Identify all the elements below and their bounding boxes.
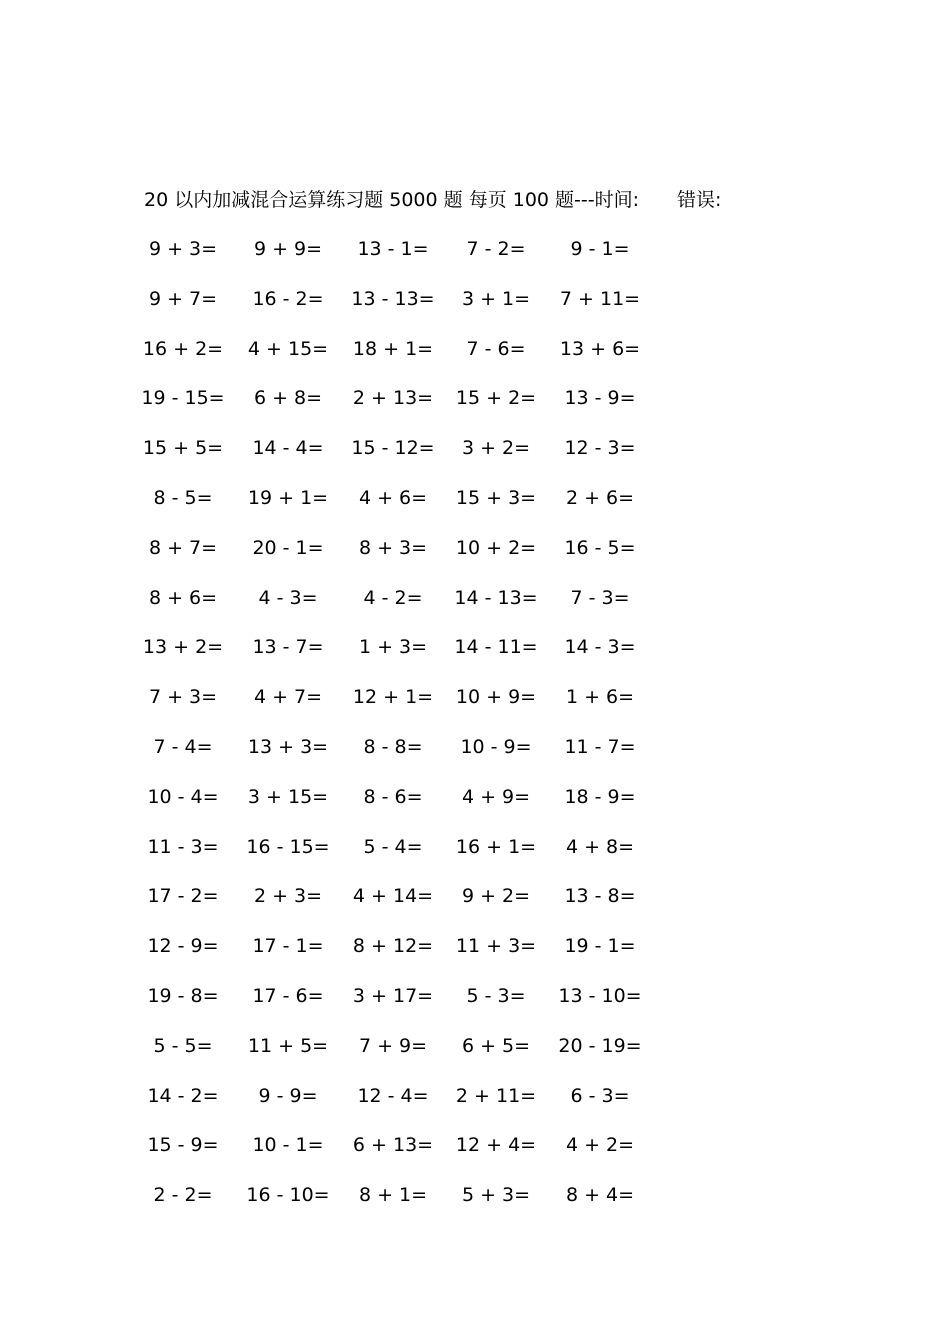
problem-item: 11 - 7= <box>564 735 636 758</box>
problem-item: 8 + 4= <box>565 1184 635 1207</box>
problem-item: 12 - 4= <box>357 1084 429 1107</box>
problem-item: 16 - 2= <box>252 287 324 310</box>
problem-item: 15 + 3= <box>455 486 537 509</box>
problem-item: 2 + 6= <box>565 486 635 509</box>
problem-item: 5 - 5= <box>153 1034 213 1057</box>
problem-item: 10 + 9= <box>455 686 537 709</box>
problem-item: 14 - 4= <box>252 437 324 460</box>
problem-item: 4 + 9= <box>461 785 531 808</box>
problem-item: 16 + 2= <box>142 337 224 360</box>
problem-item: 16 - 10= <box>246 1184 330 1207</box>
problem-item: 6 - 3= <box>570 1084 630 1107</box>
problem-row <box>0 832 950 882</box>
errors-label: 错误: <box>677 189 722 211</box>
problem-item: 13 - 13= <box>351 287 435 310</box>
problem-item: 4 + 7= <box>253 686 323 709</box>
problem-item: 13 - 1= <box>357 238 429 260</box>
problem-item: 8 + 1= <box>358 1184 428 1207</box>
problem-item: 12 - 9= <box>147 935 219 958</box>
problem-item: 7 + 11= <box>559 287 641 310</box>
problem-item: 11 + 5= <box>247 1034 329 1057</box>
problem-item: 19 - 1= <box>564 935 636 958</box>
problem-item: 14 - 3= <box>564 636 636 659</box>
problem-item: 4 + 6= <box>358 486 428 509</box>
problem-row <box>0 632 950 682</box>
problem-row <box>0 1180 950 1230</box>
problem-item: 3 + 2= <box>461 437 531 460</box>
problem-item: 8 - 5= <box>153 486 213 509</box>
problem-row <box>0 533 950 583</box>
problem-item: 4 - 2= <box>363 586 423 609</box>
problem-item: 7 - 3= <box>570 586 630 609</box>
problem-item: 17 - 1= <box>252 935 324 958</box>
problem-row <box>0 682 950 732</box>
problem-item: 3 + 15= <box>247 785 329 808</box>
problem-item: 14 - 13= <box>454 586 538 609</box>
problem-item: 1 + 6= <box>565 686 635 709</box>
problem-item: 10 - 9= <box>460 735 532 758</box>
problem-item: 13 - 7= <box>252 636 324 659</box>
problem-item: 2 + 11= <box>455 1084 537 1107</box>
problem-item: 8 + 3= <box>358 536 428 559</box>
problem-item: 10 + 2= <box>455 536 537 559</box>
problem-item: 2 + 3= <box>253 885 323 908</box>
problem-item: 13 + 3= <box>247 735 329 758</box>
problem-item: 8 + 12= <box>352 935 434 958</box>
problem-item: 3 + 17= <box>352 984 434 1007</box>
problem-item: 5 - 3= <box>466 984 526 1007</box>
problem-item: 9 - 1= <box>570 238 630 260</box>
problem-item: 13 - 9= <box>564 387 636 410</box>
problem-item: 4 - 3= <box>258 586 318 609</box>
problem-row <box>0 1130 950 1180</box>
problem-item: 14 - 2= <box>147 1084 219 1107</box>
problem-item: 12 + 1= <box>352 686 434 709</box>
problem-item: 9 + 2= <box>461 885 531 908</box>
problem-item: 7 - 2= <box>466 238 526 260</box>
problem-item: 16 - 15= <box>246 835 330 858</box>
problem-item: 9 + 9= <box>253 238 323 260</box>
problem-item: 2 + 13= <box>352 387 434 410</box>
problem-row <box>0 383 950 433</box>
problem-item: 8 + 6= <box>148 586 218 609</box>
problem-row <box>0 483 950 533</box>
problem-item: 9 + 7= <box>148 287 218 310</box>
problem-item: 16 + 1= <box>455 835 537 858</box>
problem-item: 14 - 11= <box>454 636 538 659</box>
problem-row <box>0 881 950 931</box>
problem-row <box>0 234 950 284</box>
problem-row <box>0 782 950 832</box>
problem-item: 5 - 4= <box>363 835 423 858</box>
problem-item: 16 - 5= <box>564 536 636 559</box>
problem-item: 4 + 2= <box>565 1134 635 1157</box>
problem-item: 17 - 2= <box>147 885 219 908</box>
problem-row <box>0 334 950 384</box>
problem-item: 13 - 8= <box>564 885 636 908</box>
problem-item: 15 - 9= <box>147 1134 219 1157</box>
problem-item: 15 - 12= <box>351 437 435 460</box>
problem-item: 2 - 2= <box>153 1184 213 1207</box>
problem-item: 3 + 1= <box>461 287 531 310</box>
problem-item: 13 - 10= <box>558 984 642 1007</box>
problem-item: 7 - 6= <box>466 337 526 360</box>
problem-item: 10 - 4= <box>147 785 219 808</box>
problem-item: 6 + 13= <box>352 1134 434 1157</box>
problem-item: 8 - 6= <box>363 785 423 808</box>
problem-item: 13 + 2= <box>142 636 224 659</box>
problem-row <box>0 433 950 483</box>
problem-item: 19 + 1= <box>247 486 329 509</box>
problem-row <box>0 1031 950 1081</box>
problem-row <box>0 1081 950 1131</box>
problem-item: 10 - 1= <box>252 1134 324 1157</box>
problem-item: 17 - 6= <box>252 984 324 1007</box>
problem-item: 8 - 8= <box>363 735 423 758</box>
problem-item: 7 - 4= <box>153 735 213 758</box>
problem-item: 20 - 1= <box>252 536 324 559</box>
problem-row <box>0 981 950 1031</box>
worksheet-header <box>144 186 721 214</box>
problem-item: 13 + 6= <box>559 337 641 360</box>
problem-item: 15 + 5= <box>142 437 224 460</box>
problem-row <box>0 931 950 981</box>
problem-item: 15 + 2= <box>455 387 537 410</box>
problem-item: 11 + 3= <box>455 935 537 958</box>
problem-item: 7 + 9= <box>358 1034 428 1057</box>
problem-item: 7 + 3= <box>148 686 218 709</box>
problem-row <box>0 583 950 633</box>
problem-item: 6 + 5= <box>461 1034 531 1057</box>
problem-item: 12 - 3= <box>564 437 636 460</box>
problem-item: 18 - 9= <box>564 785 636 808</box>
problem-item: 9 - 9= <box>258 1084 318 1107</box>
problem-item: 4 + 8= <box>565 835 635 858</box>
problem-item: 9 + 3= <box>148 238 218 260</box>
problem-row <box>0 284 950 334</box>
problem-item: 4 + 14= <box>352 885 434 908</box>
problem-item: 6 + 8= <box>253 387 323 410</box>
problem-item: 11 - 3= <box>147 835 219 858</box>
worksheet-title: 20 以内加减混合运算练习题 5000 题 每页 100 题---时间: <box>144 189 640 211</box>
problem-item: 19 - 15= <box>141 387 225 410</box>
problem-row <box>0 732 950 782</box>
problem-item: 19 - 8= <box>147 984 219 1007</box>
problem-grid <box>0 234 950 1230</box>
problem-item: 5 + 3= <box>461 1184 531 1207</box>
problem-item: 12 + 4= <box>455 1134 537 1157</box>
problem-item: 20 - 19= <box>558 1034 642 1057</box>
problem-item: 1 + 3= <box>358 636 428 659</box>
problem-item: 8 + 7= <box>148 536 218 559</box>
problem-item: 18 + 1= <box>352 337 434 360</box>
problem-item: 4 + 15= <box>247 337 329 360</box>
